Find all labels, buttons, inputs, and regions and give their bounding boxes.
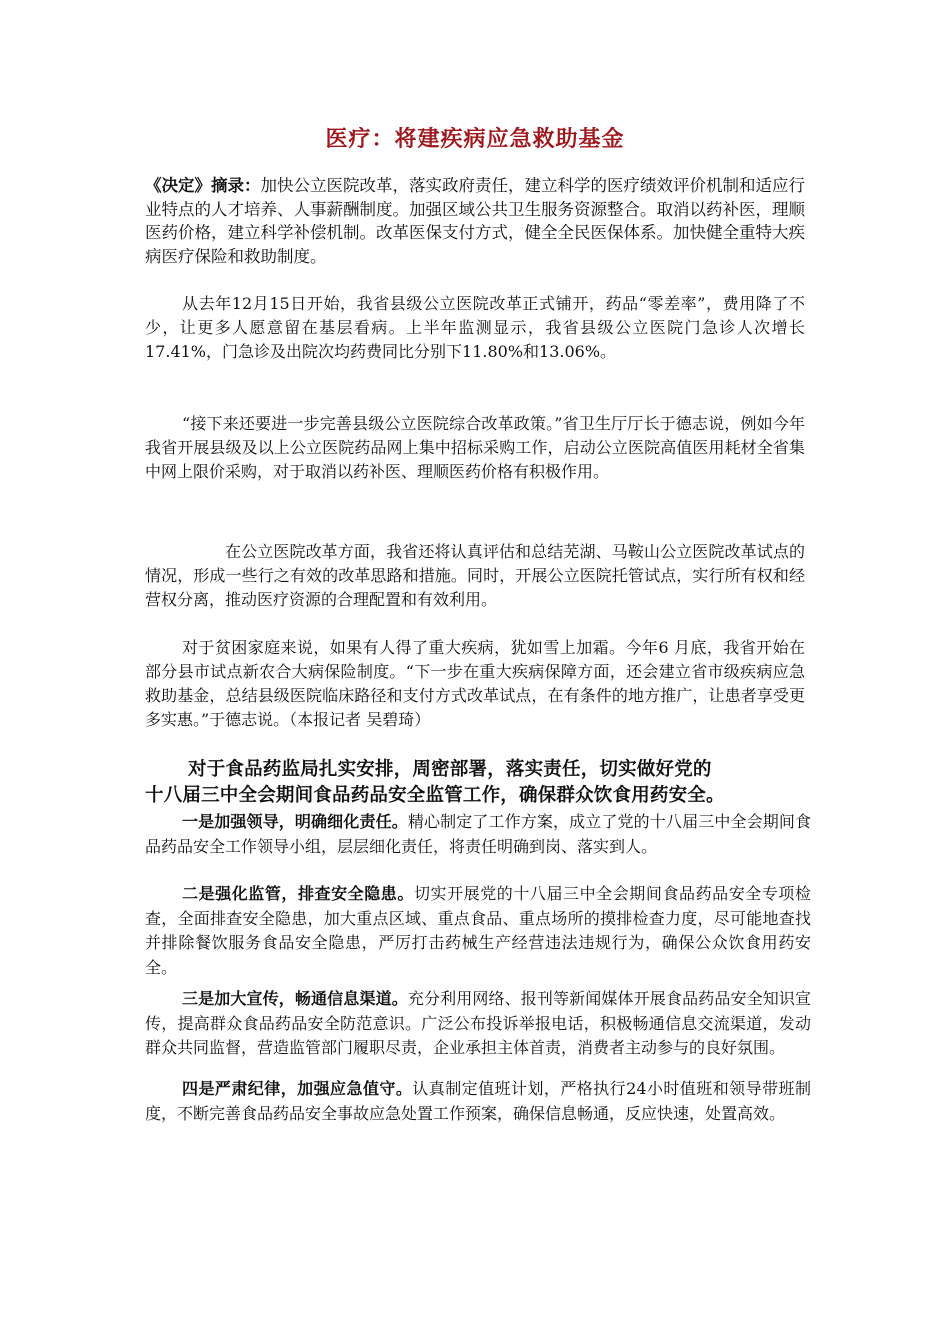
- measure-item: [145, 882, 811, 980]
- excerpt-label: 《决定》摘录：: [145, 176, 261, 195]
- decision-excerpt: [145, 174, 805, 268]
- article-title: 医疗：将建疾病应急救助基金: [325, 126, 625, 152]
- headline-line-1: 对于食品药监局扎实安排，周密部署，落实责任，切实做好党的: [188, 759, 712, 780]
- measure-item: [145, 810, 811, 859]
- measure-text: 切实开展党的十八届三中全会期间食品药品安全专项检查，全面排查安全隐患，加大重点区域、重点食品、重点场所的摸排检查力度，尽可能地查找并排除餐饮服务食品安全隐患，严厉打击药械生产经营违法违规行为，确保公众饮食用药安全。: [145, 884, 811, 977]
- headline-line-2: 十八届三中全会期间食品药品安全监管工作，确保群众饮食用药安全。: [145, 785, 725, 806]
- excerpt-text: 加快公立医院改革，落实政府责任，建立科学的医疗绩效评价机制和适应行业特点的人才培养、人事薪酬制度。加强区域公共卫生服务资源整合。取消以药补医，理顺医药价格，建立科学补偿机制。改革医保支付方式，健全全民医保体系。加快健全重特大疾病医疗保险和救助制度。: [145, 176, 805, 266]
- measure-lead: 二是强化监管，排查安全隐患。: [182, 884, 414, 903]
- measure-item: [145, 987, 811, 1061]
- paragraph-pilot-reform: 在公立医院改革方面，我省还将认真评估和总结芜湖、马鞍山公立医院改革试点的情况，形成一些行之有效的改革思路和措施。同时，开展公立医院托管试点，实行所有权和经营权分离，推动医疗资源的合理配置和有效利用。: [145, 542, 805, 609]
- food-drug-safety-headline: [145, 757, 825, 809]
- measure-text: 充分利用网络、报刊等新闻媒体开展食品药品安全知识宣传，提高群众食品药品安全防范意识。广泛公布投诉举报电话，积极畅通信息交流渠道，发动群众共同监督，营造监管部门履职尽责，企业承担主体首责，消费者主动参与的良好氛围。: [145, 989, 811, 1057]
- paragraph-serious-illness: 对于贫困家庭来说，如果有人得了重大疾病，犹如雪上加霜。今年6 月底，我省开始在部分县市试点新农合大病保险制度。“下一步在重大疾病保障方面，还会建立省市级疾病应急救助基金，总结县级医院临床路径和支付方式改革试点，在有条件的地方推广，让患者享受更多实惠。”于德志说。（本报记者 吴碧琦）: [145, 638, 805, 729]
- measure-lead: 四是严肃纪律，加强应急值守。: [182, 1079, 413, 1098]
- measure-item: [145, 1077, 811, 1126]
- measure-text: 精心制定了工作方案，成立了党的十八届三中全会期间食品药品安全工作领导小组，层层细化责任，将责任明确到岗、落实到人。: [145, 812, 811, 856]
- measure-lead: 三是加大宣传，畅通信息渠道。: [182, 989, 408, 1008]
- measure-lead: 一是加强领导，明确细化责任。: [182, 812, 408, 831]
- paragraph-county-hospital-reform: 从去年12月15日开始，我省县级公立医院改革正式铺开，药品“零差率”，费用降了不少，让更多人愿意留在基层看病。上半年监测显示，我省县级公立医院门急诊人次增长17.41%，门急诊及出院次均药费同比分别下11.80%和13.06%。: [145, 294, 805, 361]
- paragraph-director-quote: “接下来还要进一步完善县级公立医院综合改革政策。”省卫生厅厅长于德志说，例如今年我省开展县级及以上公立医院药品网上集中招标采购工作，启动公立医院高值医用耗材全省集中网上限价采购，对于取消以药补医、理顺医药价格有积极作用。: [145, 414, 805, 481]
- measure-text: 认真制定值班计划，严格执行24小时值班和领导带班制度，不断完善食品药品安全事故应急处置工作预案，确保信息畅通，反应快速，处置高效。: [145, 1079, 811, 1123]
